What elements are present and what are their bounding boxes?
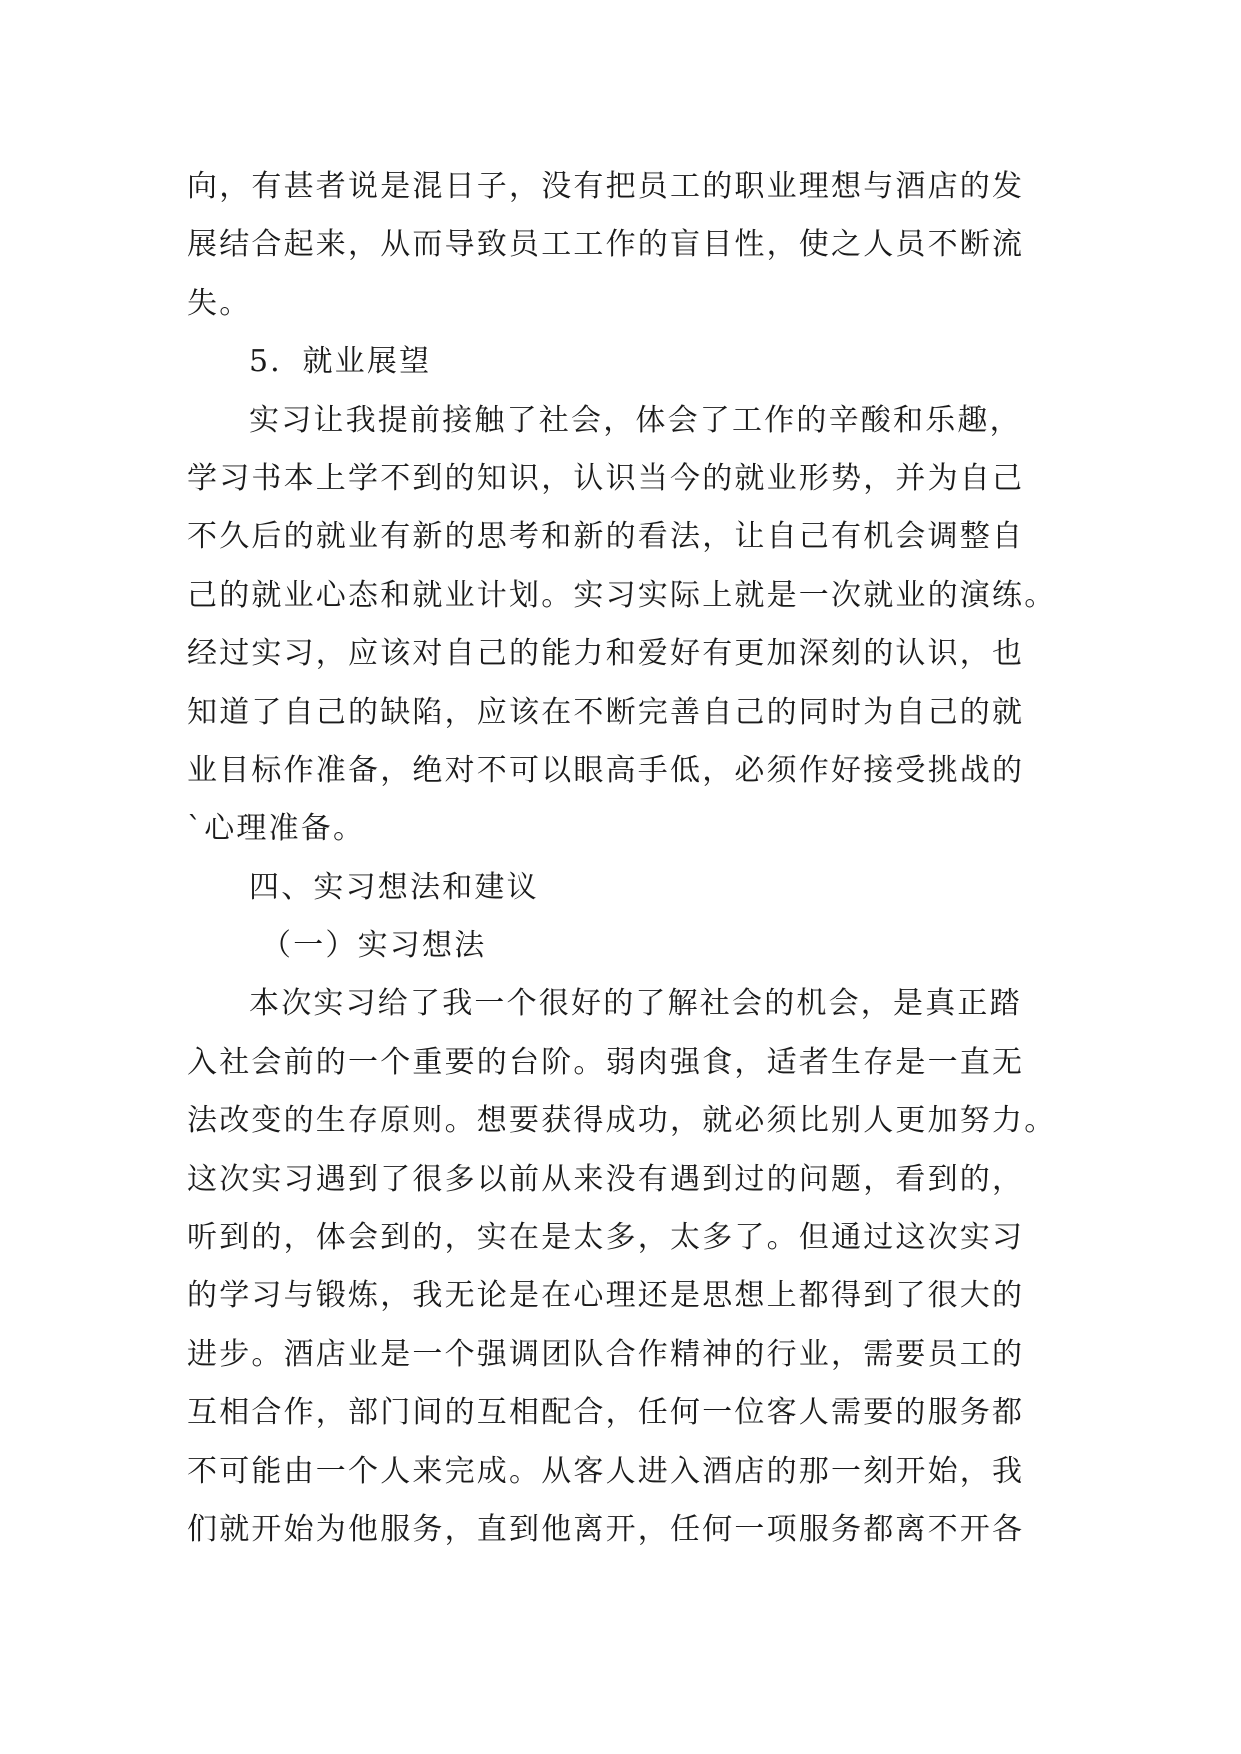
subsection-heading: （一）实习想法 (261, 928, 487, 964)
paragraph-line: 经过实习，应该对自己的能力和爱好有更加深刻的认识，也 (187, 636, 1025, 672)
paragraph-line: 入社会前的一个重要的台阶。弱肉强食，适者生存是一直无 (187, 1044, 1025, 1080)
paragraph-line: 的学习与锻炼，我无论是在心理还是思想上都得到了很大的 (187, 1278, 1025, 1314)
paragraph-line: 互相合作，部门间的互相配合，任何一位客人需要的服务都 (187, 1395, 1025, 1431)
paragraph-line: 实习让我提前接触了社会，体会了工作的辛酸和乐趣， (249, 402, 1022, 438)
paragraph-line: 这次实习遇到了很多以前从来没有遇到过的问题，看到的， (187, 1161, 1025, 1197)
chapter-heading: 四、实习想法和建议 (249, 869, 539, 905)
paragraph-line: 听到的，体会到的，实在是太多，太多了。但通过这次实习 (187, 1220, 1025, 1256)
paragraph-line: 展结合起来，从而导致员工工作的盲目性，使之人员不断流 (187, 227, 1025, 263)
paragraph-line: 本次实习给了我一个很好的了解社会的机会，是真正踏 (249, 986, 1022, 1022)
paragraph-line: 学习书本上学不到的知识，认识当今的就业形势，并为自己 (187, 460, 1025, 496)
paragraph-line: 己的就业心态和就业计划。实习实际上就是一次就业的演练。 (187, 577, 1057, 613)
document-body (187, 158, 1067, 1559)
paragraph-line: 不可能由一个人来完成。从客人进入酒店的那一刻开始，我 (187, 1453, 1025, 1489)
paragraph-line: `心理准备。 (187, 811, 366, 847)
paragraph-line: 不久后的就业有新的思考和新的看法，让自己有机会调整自 (187, 519, 1025, 555)
paragraph-line: 知道了自己的缺陷，应该在不断完善自己的同时为自己的就 (187, 694, 1025, 730)
paragraph-line: 们就开始为他服务，直到他离开，任何一项服务都离不开各 (187, 1511, 1025, 1547)
paragraph-line: 向，有甚者说是混日子，没有把员工的职业理想与酒店的发 (187, 169, 1025, 204)
paragraph-line: 法改变的生存原则。想要获得成功，就必须比别人更加努力。 (187, 1103, 1057, 1139)
section-heading: 5．就业展望 (249, 344, 432, 380)
paragraph-line: 失。 (187, 285, 252, 321)
paragraph-line: 进步。酒店业是一个强调团队合作精神的行业，需要员工的 (187, 1336, 1025, 1372)
paragraph-line: 业目标作准备，绝对不可以眼高手低，必须作好接受挑战的 (187, 752, 1025, 788)
